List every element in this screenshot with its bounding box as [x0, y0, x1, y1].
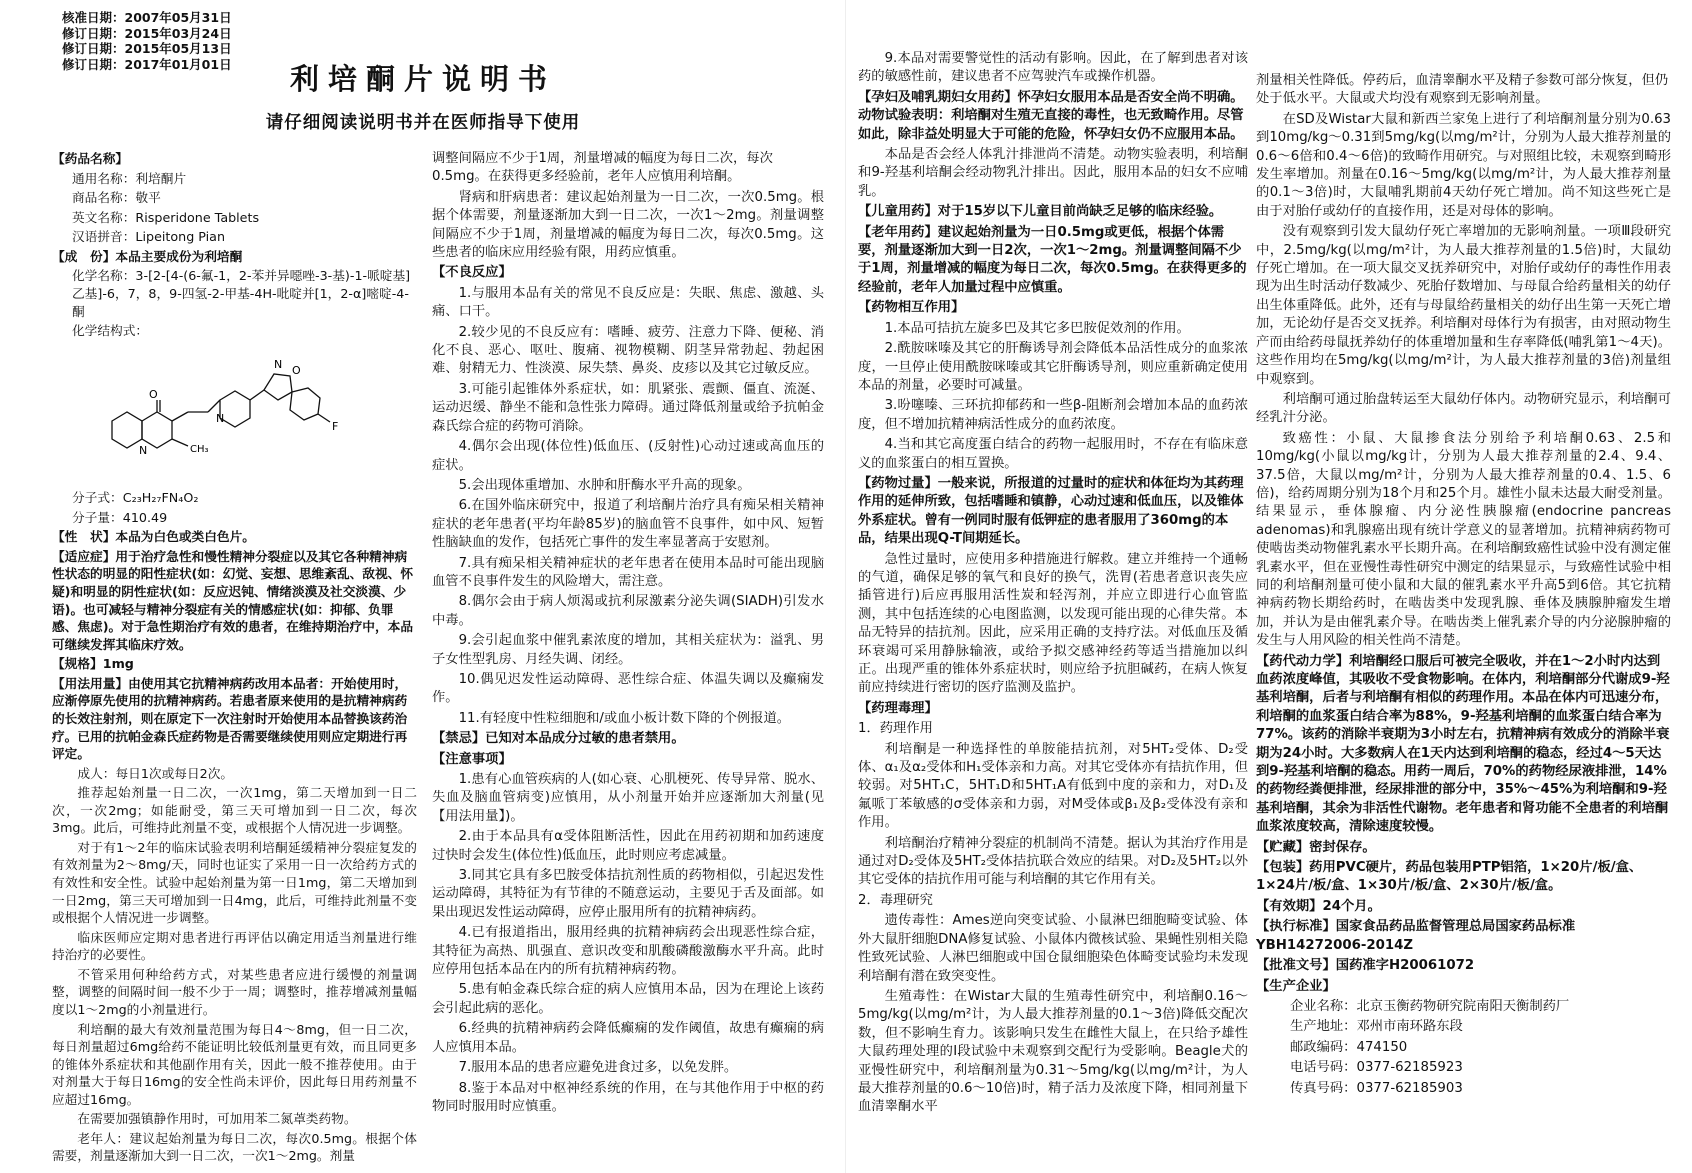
- paragraph: 2.较少见的不良反应有：嗜睡、疲劳、注意力下降、便秘、消化不良、恶心、呕吐、腹痛、视物模糊、阴茎异常勃起、勃起困难、射精无力、性淡漠、尿失禁、鼻炎、皮疹以及其它过敏反应。: [432, 324, 824, 377]
- section-heading: 【药物过量】一般来说，所报道的过量时的症状和体征均为其药理作用的延伸所致，包括嗜睡和镇静，心动过速和低血压，以及锥体外系症状。曾有一例同时服有低钾症的患者服用了360mg的本品，结果出现Q-T间期延长。: [858, 475, 1244, 547]
- paragraph: 8.鉴于本品对中枢神经系统的作用，在与其他作用于中枢的药物同时服用时应慎重。: [432, 1080, 824, 1114]
- section-heading: 【贮藏】密封保存。: [1256, 839, 1376, 855]
- paragraph: 7.具有痴呆相关精神症状的老年患者在使用本品时可能出现脑血管不良事件发生的风险增大，需注意。: [432, 555, 824, 589]
- date-revised-2: 修订日期：2015年05月13日: [62, 41, 232, 56]
- date-revised-3: 修订日期：2017年01月01日: [62, 56, 232, 72]
- paragraph: 本品是否会经人体乳汁排泄尚不清楚。动物实验表明，利培酮和9-羟基利培酮会经动物乳汁排出。因此，服用本品的妇女不应哺乳。: [858, 147, 1248, 199]
- text-line: 2．毒理研究: [858, 892, 933, 908]
- section-heading: 【用法用量】由使用其它抗精神病药改用本品者：开始使用时，应渐停原先使用的抗精神病药。若患者原来使用的是抗精神病药的长效注射剂，则在原定下一次注射时开始使用本品替换该药治疗。已用的抗帕金森氏症药物是否需要继续使用则应定期进行再评定。: [52, 675, 408, 762]
- isoxazole-nitrogen-label: N: [274, 357, 283, 371]
- section-heading: 【生产企业】: [1256, 978, 1336, 994]
- manufacturer-line: 生产地址：邓州市南环路东段: [1290, 1019, 1463, 1035]
- text-line: 1．药理作用: [858, 721, 933, 737]
- section-heading: 【孕妇及哺乳期妇女用药】怀孕妇女服用本品是否安全尚不明确。动物试验表明：利培酮对生殖无直接的毒性，也无致畸作用。尽管如此，除非益处明显大于可能的危险，怀孕妇女仍不应服用本品。: [858, 89, 1244, 142]
- isoxazole-oxygen-label: O: [292, 363, 301, 377]
- section-heading: 【儿童用药】对于15岁以下儿童目前尚缺乏足够的临床经验。: [858, 204, 1223, 220]
- paragraph: 不管采用何种给药方式，对某些患者应进行缓慢的剂量调整，调整的间隔时间一般不少于一周；调整时，推荐增减剂量幅度以1～2mg的小剂量进行。: [52, 966, 417, 1017]
- field-line: 化学结构式：: [72, 323, 149, 339]
- piperidine-nitrogen-label: N: [216, 411, 225, 425]
- field-line: 英文名称：Risperidone Tablets: [72, 209, 260, 225]
- paragraph: 遗传毒性：Ames逆向突变试验、小鼠淋巴细胞畸变试验、体外大鼠肝细胞DNA修复试验、小鼠体内微核试验、果蝇性别相关隐性致死试验、人淋巴细胞或中国仓鼠细胞染色体畸变试验均未发现利培酮有潜在致突变性。: [858, 913, 1248, 984]
- paragraph: 在SD及Wistar大鼠和新西兰家兔上进行了利培酮剂量分别为0.63到10mg/kg～0.31到5mg/kg(以mg/m²计，分别为人最大推荐剂量的0.6～6倍和0.4～6倍)的致畸作用研究。与对照组比较，未观察到畸形发生率增加。剂量在0.16～5mg/kg(以mg/m²计，为人最大推荐剂量的0.1～3倍)时，大鼠哺乳期前4天幼仔死亡增加。尚不知这些死亡是由于对胎仔或幼仔的直接作用，还是对母体的影响。: [1256, 111, 1671, 219]
- section-heading: 【药代动力学】利培酮经口服后可被完全吸收，并在1～2小时内达到血药浓度峰值，其吸收不受食物影响。在体内，利培酮部分代谢成9-羟基利培酮，后者与利培酮有相似的药理作用。本品在体内可迅速分布，利培酮的血浆蛋白结合率为88%，9-羟基利培酮的血浆蛋白结合率为77%。该药的消除半衰期为3小时左右，抗精神病有效成分的消除半衰期为24小时。大多数病人在1天内达到利培酮的稳态，经过4～5天达到9-羟基利培酮的稳态。用药一周后，70%的药物经尿液排泄，14%的药物经粪便排泄，经尿排泄的部分中，35%～45%为利培酮和9-羟基利培酮，其余为非活性代谢物。老年患者和肾功能不全患者的利培酮血浆浓度较高，清除速度较慢。: [1256, 653, 1670, 835]
- section-heading: 【药理毒理】: [858, 700, 938, 716]
- paragraph: 7.服用本品的患者应避免进食过多，以免发胖。: [458, 1060, 738, 1076]
- section-heading: 【注意事项】: [432, 751, 512, 767]
- document-subtitle: 请仔细阅读说明书并在医师指导下使用: [265, 113, 581, 133]
- paragraph: 11.有轻度中性粒细胞和/或血小板计数下降的个例报道。: [458, 710, 791, 726]
- section-heading: 【药品名称】: [52, 151, 129, 166]
- paragraph: 推荐起始剂量一日二次，一次1mg，第二天增加到一日二次，一次2mg；如能耐受，第三天可增加到一日二次，每次3mg。此后，可维持此剂量不变，或根据个人情况进一步调整。: [52, 785, 417, 836]
- section-heading: 【执行标准】国家食品药品监督管理总局国家药品标准 YBH14272006-2014Z: [1256, 919, 1576, 953]
- paragraph: 1.本品可拮抗左旋多巴及其它多巴胺促效剂的作用。: [884, 320, 1190, 336]
- paragraph: 6.经典的抗精神病药会降低癫痫的发作阈值，故患有癫痫的病人应慎用本品。: [432, 1021, 824, 1055]
- section-heading: 【有效期】24个月。: [1256, 898, 1381, 914]
- column-3: [858, 50, 1248, 1170]
- paragraph: 10.偶见迟发性运动障碍、恶性综合症、体温失调以及癫痫发作。: [432, 671, 824, 706]
- paragraph: 利培酮的最大有效剂量范围为每日4～8mg，但一日二次，每日剂量超过6mg给药不能证明比较低剂量更有效，而且同更多的锥体外系症状和其他副作用有关，因此一般不推荐使用。由于对剂量大于每日16mg的安全性尚未评价，因此每日用药剂量不应超过16mg。: [52, 1021, 417, 1107]
- section-heading: 【不良反应】: [432, 265, 512, 281]
- paragraph: 1.患有心血管疾病的人(如心衰、心肌梗死、传导异常、脱水、失血及脑血管病变)应慎用，从小剂量开始并应逐渐加大剂量(见【用法用量】)。: [432, 772, 824, 824]
- date-revised-1: 修订日期：2015年03月24日: [62, 25, 232, 41]
- approval-dates: [62, 10, 232, 72]
- section-heading: 【老年用药】建议起始剂量为一日0.5mg或更低，根据个体需要，剂量逐渐加大到一日2次，一次1～2mg。剂量调整间隔不少于1周，剂量增减的幅度为每日二次，每次0.5mg。在获得更多的经验前，老年人加量过程中应慎重。: [858, 224, 1247, 295]
- paragraph: 2.由于本品具有α受体阻断活性，因此在用药初期和加药速度过快时会发生(体位性)低血压，此时则应考虑减量。: [432, 829, 824, 863]
- column-1: [52, 150, 417, 1168]
- paragraph: 成人：每日1次或每日2次。: [77, 765, 234, 781]
- section-heading: 【规格】1mg: [52, 656, 134, 672]
- section-heading: 【包装】药用PVC硬片，药品包装用PTP铝箔，1×20片/板/盒、1×24片/板/盒、1×30片/板/盒、2×30片/板/盒。: [1256, 860, 1643, 894]
- paragraph: 临床医师应定期对患者进行再评估以确定用适当剂量进行维持治疗的必要性。: [52, 929, 417, 963]
- right-page: [846, 0, 1692, 1173]
- paragraph: 4.已有报道指出，服用经典的抗精神病药会出现恶性综合症，其特征为高热、肌强直、意识改变和肌酸磷酸激酶水平升高。此时应停用包括本品在内的所有抗精神病药物。: [432, 925, 824, 978]
- paragraph: 致癌性：小鼠、大鼠掺食法分别给予利培酮0.63、2.5和10mg/kg(小鼠以mg/kg计，分别为人最大推荐剂量的2.4、9.4、37.5倍，大鼠以mg/m²计，分别为人最大推荐剂量的0.4、1.5、6倍)，给药周期分别为18个月和25个月。雄性小鼠未达最大耐受剂量。结果显示，垂体腺瘤、内分泌性胰腺瘤(endocrine pancreas adenomas)和乳腺癌出现有统计学意义的显著增加。抗精神病药物可使啮齿类动物催乳素水平长期升高。在利培酮致癌性试验中没有测定催乳素水平，但在亚慢性毒性研究中测定的结果显示，与致癌性试验中相同的利培酮剂量可使小鼠和大鼠的催乳素水平升高5到6倍。其它抗精神病药物长期给药时，在啮齿类中发现乳腺、垂体及胰腺肿瘤发生增加，并认为是由催乳素介导。在啮齿类上催乳素介导的内分泌腺肿瘤的发生与人用风险的相关性尚不清楚。: [1256, 430, 1671, 649]
- manufacturer-line: 邮政编码：474150: [1290, 1039, 1408, 1055]
- text-line: 剂量相关性降低。停药后，血清睾酮水平及精子参数可部分恢复，但仍处于低水平。大鼠或犬均没有观察到无影响剂量。: [1256, 73, 1669, 107]
- section-heading: 【成 份】本品主要成份为利培酮: [52, 248, 243, 264]
- nitrogen-label: N: [139, 443, 148, 457]
- column-4: [1256, 72, 1671, 1170]
- chemical-structure: [92, 346, 417, 486]
- field-line: 商品名称：敬平: [72, 190, 161, 206]
- paragraph: 8.偶尔会由于病人烦渴或抗利尿激素分泌失调(SIADH)引发水中毒。: [432, 594, 824, 628]
- document-title: 利培酮片说明书: [289, 62, 556, 96]
- paragraph: 利培酮治疗精神分裂症的机制尚不清楚。据认为其治疗作用是通过对D₂受体及5HT₂受体拮抗联合效应的结果。对D₂及5HT₂以外其它受体的拮抗作用可能与利培酮的其它作用有关。: [858, 835, 1248, 888]
- fluorine-label: F: [332, 419, 339, 433]
- section-heading: 【适应症】用于治疗急性和慢性精神分裂症以及其它各种精神病性状态的明显的阳性症状(如：幻觉、妄想、思维紊乱、敌视、怀疑)和明显的阴性症状(如：反应迟钝、情绪淡漠及社交淡漠、少语)。也可减轻与精神分裂症有关的情感症状(如：抑郁、负罪感、焦虑)。对于急性期治疗有效的患者，在维持期治疗中，本品可继续发挥其临床疗效。: [52, 548, 414, 652]
- section-heading: 【禁忌】已知对本品成分过敏的患者禁用。: [432, 731, 685, 747]
- paragraph: 对于有1～2年的临床试验表明利培酮延缓精神分裂症复发的有效剂量为2～8mg/天，同时也证实了采用一日一次给药方式的有效性和安全性。试验中起始剂量为第一日1mg，第二天增加到一日2mg，第三天可增加到一日4mg，此后，可维持此剂量不变或根据个人情况进一步调整。: [52, 839, 417, 926]
- column-2: [432, 150, 824, 1168]
- manufacturer-line: 传真号码：0377-62185903: [1290, 1080, 1463, 1096]
- paragraph: 4.当和其它高度蛋白结合的药物一起服用时，不存在有临床意义的血浆蛋白的相互置换。: [858, 437, 1248, 471]
- paragraph: 1.与服用本品有关的常见不良反应是：失眠、焦虑、激越、头痛、口干。: [432, 285, 824, 320]
- paragraph: 3.同其它具有多巴胺受体拮抗剂性质的药物相似，引起迟发性运动障碍，其特征为有节律的不随意运动，主要见于舌及面部。如果出现迟发性运动障碍，应停止服用所有的抗精神病药。: [432, 868, 824, 920]
- section-heading: 【药物相互作用】: [858, 300, 965, 316]
- methyl-label: CH₃: [190, 443, 209, 455]
- paragraph: 在需要加强镇静作用时，可加用苯二氮䓬类药物。: [77, 1111, 357, 1127]
- paragraph: 利培酮可通过胎盘转运至大鼠幼仔体内。动物研究显示，利培酮可经乳汁分泌。: [1256, 391, 1671, 426]
- field-line: 化学名称：3-[2-[4-(6-氟-1，2-苯并异噁唑-3-基)-1-哌啶基]乙基]-6，7，8，9-四氢-2-甲基-4H-吡啶并[1，2-α]嘧啶-4-酮: [72, 268, 411, 319]
- field-line: 通用名称：利培酮片: [72, 170, 187, 186]
- paragraph: 没有观察到引发大鼠幼仔死亡率增加的无影响剂量。一项Ⅲ段研究中，2.5mg/kg(以mg/m²计，为人最大推荐剂量的1.5倍)时，大鼠幼仔死亡增加。在一项大鼠交叉抚养研究中，对胎仔或幼仔的毒性作用表现为出生时活动仔数减少、死胎仔数增加、与母鼠合给药量相关的幼仔出生体重降低。此外，还有与母鼠给药量相关的幼仔出生第一天死亡增加，无论幼仔是否交叉抚养。利培酮对母体行为有损害，由对照动物生产而由给药母鼠抚养幼仔的体重增加量和生存率降低(哺乳第1～4天)。这些作用均在5mg/kg(以mg/m²计，为人最大推荐剂量的3倍)剂量组中观察到。: [1256, 224, 1671, 387]
- paragraph: 急性过量时，应使用多种措施进行解救。建立并维持一个通畅的气道，确保足够的氧气和良好的换气，洗胃(若患者意识丧失应插管进行)后应再服用活性炭和轻泻剂，并应立即进行心血管监测，其中包括连续的心电图监测，以发现可能出现的心律失常。本品无特异的拮抗剂。因此，应采用正确的支持疗法。对低血压及循环衰竭可采用静脉输液，或给予拟交感神经药等适当措施加以纠正。出现严重的锥体外系症状时，则应给予抗胆碱药，在病人恢复前应持续进行密切的医疗监测及监护。: [858, 551, 1248, 696]
- manufacturer-line: 电话号码：0377-62185923: [1290, 1060, 1463, 1076]
- field-line: 汉语拼音：Lipeitong Pian: [72, 229, 225, 245]
- paragraph: 9.本品对需要警觉性的活动有影响。因此，在了解到患者对该药的敏感性前，建议患者不应驾驶汽车或操作机器。: [858, 51, 1248, 85]
- section-heading: 【批准文号】国药准字H20061072: [1256, 958, 1475, 974]
- oxygen-label: O: [149, 387, 158, 401]
- field-line: 分子式：C₂₃H₂₇FN₄O₂: [72, 490, 199, 506]
- date-approved: 核准日期：2007年05月31日: [62, 10, 232, 25]
- paragraph: 3.吩噻嗪、三环抗抑郁药和一些β-阻断剂会增加本品的血药浓度，但不增加抗精神病活性成分的血药浓度。: [858, 398, 1248, 432]
- paragraph: 生殖毒性：在Wistar大鼠的生殖毒性研究中，利培酮0.16～5mg/kg(以mg/m²计，为人最大推荐剂量的0.1～3倍)降低交配次数，但不影响生育力。该影响只发生在雌性大鼠上，在只给予雄性大鼠药理处理的Ⅰ段试验中未观察到交配行为受影响。Beagle犬的亚慢性研究中，利培酮剂量为0.31～5mg/kg(以mg/m²计，为人最大推荐剂量的0.6～10倍)时，精子活力及浓度下降，相同剂量下血清睾酮水平: [858, 988, 1248, 1115]
- paragraph: 9.会引起血浆中催乳素浓度的增加，其相关症状为：溢乳、男子女性型乳房、月经失调、闭经。: [432, 633, 824, 667]
- paragraph: 5.患有帕金森氏综合症的病人应慎用本品，因为在理论上该药会引起此病的恶化。: [432, 982, 824, 1016]
- text-line: 调整间隔应不少于1周，剂量增减的幅度为每日二次，每次0.5mg。在获得更多经验前，老年人应慎用利培酮。: [432, 151, 773, 185]
- paragraph: 肾病和肝病患者：建议起始剂量为一日二次，一次0.5mg。根据个体需要，剂量逐渐加大到一日二次，一次1～2mg。剂量调整间隔应不少于1周，剂量增减的幅度为每日二次，每次0.5mg。这些患者的临床应用经验有限，用药应慎重。: [432, 189, 824, 261]
- section-heading: 【性 状】本品为白色或类白色片。: [52, 529, 255, 545]
- paragraph: 老年人：建议起始剂量为每日二次，每次0.5mg。根据个体需要，剂量逐渐加大到一日二次，一次1～2mg。剂量: [52, 1130, 417, 1164]
- paragraph: 5.会出现体重增加、水肿和肝酶水平升高的现象。: [458, 477, 751, 493]
- paragraph: 3.可能引起锥体外系症状，如：肌紧张、震颤、僵直、流涎、运动迟缓、静坐不能和急性张力障碍。通过降低剂量或给予抗帕金森氏综合症的药物可消除。: [432, 381, 824, 434]
- paragraph: 6.在国外临床研究中，报道了利培酮片治疗具有痴呆相关精神症状的老年患者(平均年龄85岁)的脑血管不良事件，如中风、短暂性脑缺血的发作，包括死亡事件的发生率显著高于安慰剂。: [432, 498, 824, 551]
- field-line: 分子量：410.49: [72, 509, 168, 525]
- paragraph: 利培酮是一种选择性的单胺能拮抗剂，对5HT₂受体、D₂受体、α₁及α₂受体和H₁受体亲和力高。对其它受体亦有拮抗作用，但较弱。对5HT₁C，5HT₁D和5HT₁A有低到中度的亲和力，对D₁及氟哌丁苯敏感的σ受体亲和力弱，对M受体或β₁及β₂受体没有亲和作用。: [858, 741, 1248, 831]
- paragraph: 4.偶尔会出现(体位性)低血压、(反射性)心动过速或高血压的症状。: [432, 439, 824, 473]
- paragraph: 2.酰胺咪嗪及其它的肝酶诱导剂会降低本品活性成分的血浆浓度，一旦停止使用酰胺咪嗪或其它肝酶诱导剂，则应重新确定使用本品的剂量，必要时可减量。: [858, 341, 1248, 393]
- chemical-structure-diagram: [92, 346, 352, 481]
- manufacturer-line: 企业名称：北京玉衡药物研究院南阳天衡制药厂: [1290, 998, 1570, 1014]
